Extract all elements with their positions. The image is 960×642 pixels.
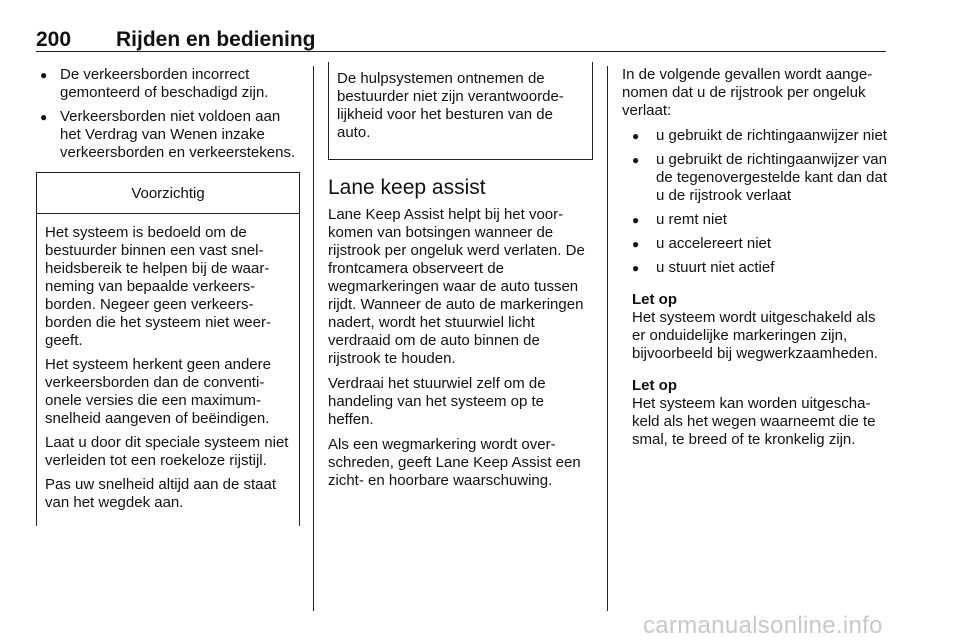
warning-paragraph: Laat u door dit speciale systeem niet verleiden tot een roekeloze rijstijl. bbox=[45, 434, 289, 469]
column-divider-1 bbox=[313, 66, 314, 611]
watermark: carmanualsonline.info bbox=[643, 612, 883, 639]
note-label: Let op bbox=[632, 291, 677, 308]
warning-paragraph: Pas uw snelheid altijd aan de staat van het wegdek aan. bbox=[45, 476, 276, 511]
note-text: De hulpsystemen ontnemen de bestuurder niet zijn verantwoordelijkheid voor het besturen van de auto. bbox=[337, 70, 564, 141]
note-text: Het systeem kan worden uitgeschakeld als het wegen waarneemt die te smal, te breed of te kronkelig zijn. bbox=[632, 395, 876, 448]
warning-body bbox=[37, 214, 299, 526]
bullet-list bbox=[622, 127, 887, 277]
column-2 bbox=[328, 66, 593, 497]
list-item: ● u accelereert niet bbox=[626, 235, 887, 253]
page-number: 200 bbox=[36, 28, 72, 51]
warning-paragraph: Het systeem herkent geen andere verkeersborden dan de conventionele versies die een maximumsnelheid aangeven of beëindigen. bbox=[45, 356, 271, 427]
chapter-title: Rijden en bediening bbox=[116, 28, 316, 51]
warning-title: Voorzichtig bbox=[37, 173, 299, 214]
list-item: ● De verkeersborden incorrect gemonteerd of beschadigd zijn. bbox=[36, 66, 300, 102]
column-1 bbox=[36, 66, 300, 526]
body-paragraph: Verdraai het stuurwiel zelf om de handeling van het systeem op te heffen. bbox=[328, 375, 546, 428]
note-block bbox=[632, 291, 887, 363]
intro-paragraph: In de volgende gevallen wordt aangenomen dat u de rijstrook per ongeluk verlaat: bbox=[622, 66, 873, 119]
list-item: ● u stuurt niet actief bbox=[626, 259, 887, 277]
header-rule bbox=[36, 51, 886, 52]
warning-box bbox=[36, 172, 300, 526]
note-text: Het systeem wordt uitgeschakeld als er onduidelijke markeringen zijn, bijvoorbeeld bij wegwerkzaamheden. bbox=[632, 309, 878, 362]
bullet-list bbox=[36, 66, 300, 162]
body-paragraph: Als een wegmarkering wordt overschreden, geeft Lane Keep Assist een zicht- en hoorbare waarschuwing. bbox=[328, 436, 581, 489]
list-item: ● u gebruikt de richtingaanwijzer van de tegenovergestelde kant dan dat u de rijstrook verlaat bbox=[626, 151, 887, 205]
note-label: Let op bbox=[632, 377, 677, 394]
note-box bbox=[328, 62, 593, 160]
note-block bbox=[632, 377, 887, 449]
warning-paragraph: Het systeem is bedoeld om de bestuurder binnen een vast snelheidsbereik te helpen bij de waarneming van bepaalde verkeersborden. Negeer geen verkeersborden die het systeem niet weergeeft. bbox=[45, 224, 271, 349]
list-item: ● Verkeersborden niet voldoen aan het Verdrag van Wenen inzake verkeersborden en verkeerstekens. bbox=[36, 108, 300, 162]
section-title: Lane keep assist bbox=[328, 176, 486, 199]
list-item: ● u remt niet bbox=[626, 211, 887, 229]
list-item: ● u gebruikt de richtingaanwijzer niet bbox=[626, 127, 887, 145]
body-paragraph: Lane Keep Assist helpt bij het voorkomen van botsingen wanneer de rijstrook per ongeluk werd verlaten. De frontcamera observeert de wegmarkeringen waar de auto tussen rijdt. Wanneer de auto de markeringen nadert, wordt het stuurwiel licht verdraaid om de auto binnen de rijstrook te houden. bbox=[328, 206, 585, 367]
column-3 bbox=[622, 66, 887, 457]
column-divider-2 bbox=[607, 66, 608, 611]
